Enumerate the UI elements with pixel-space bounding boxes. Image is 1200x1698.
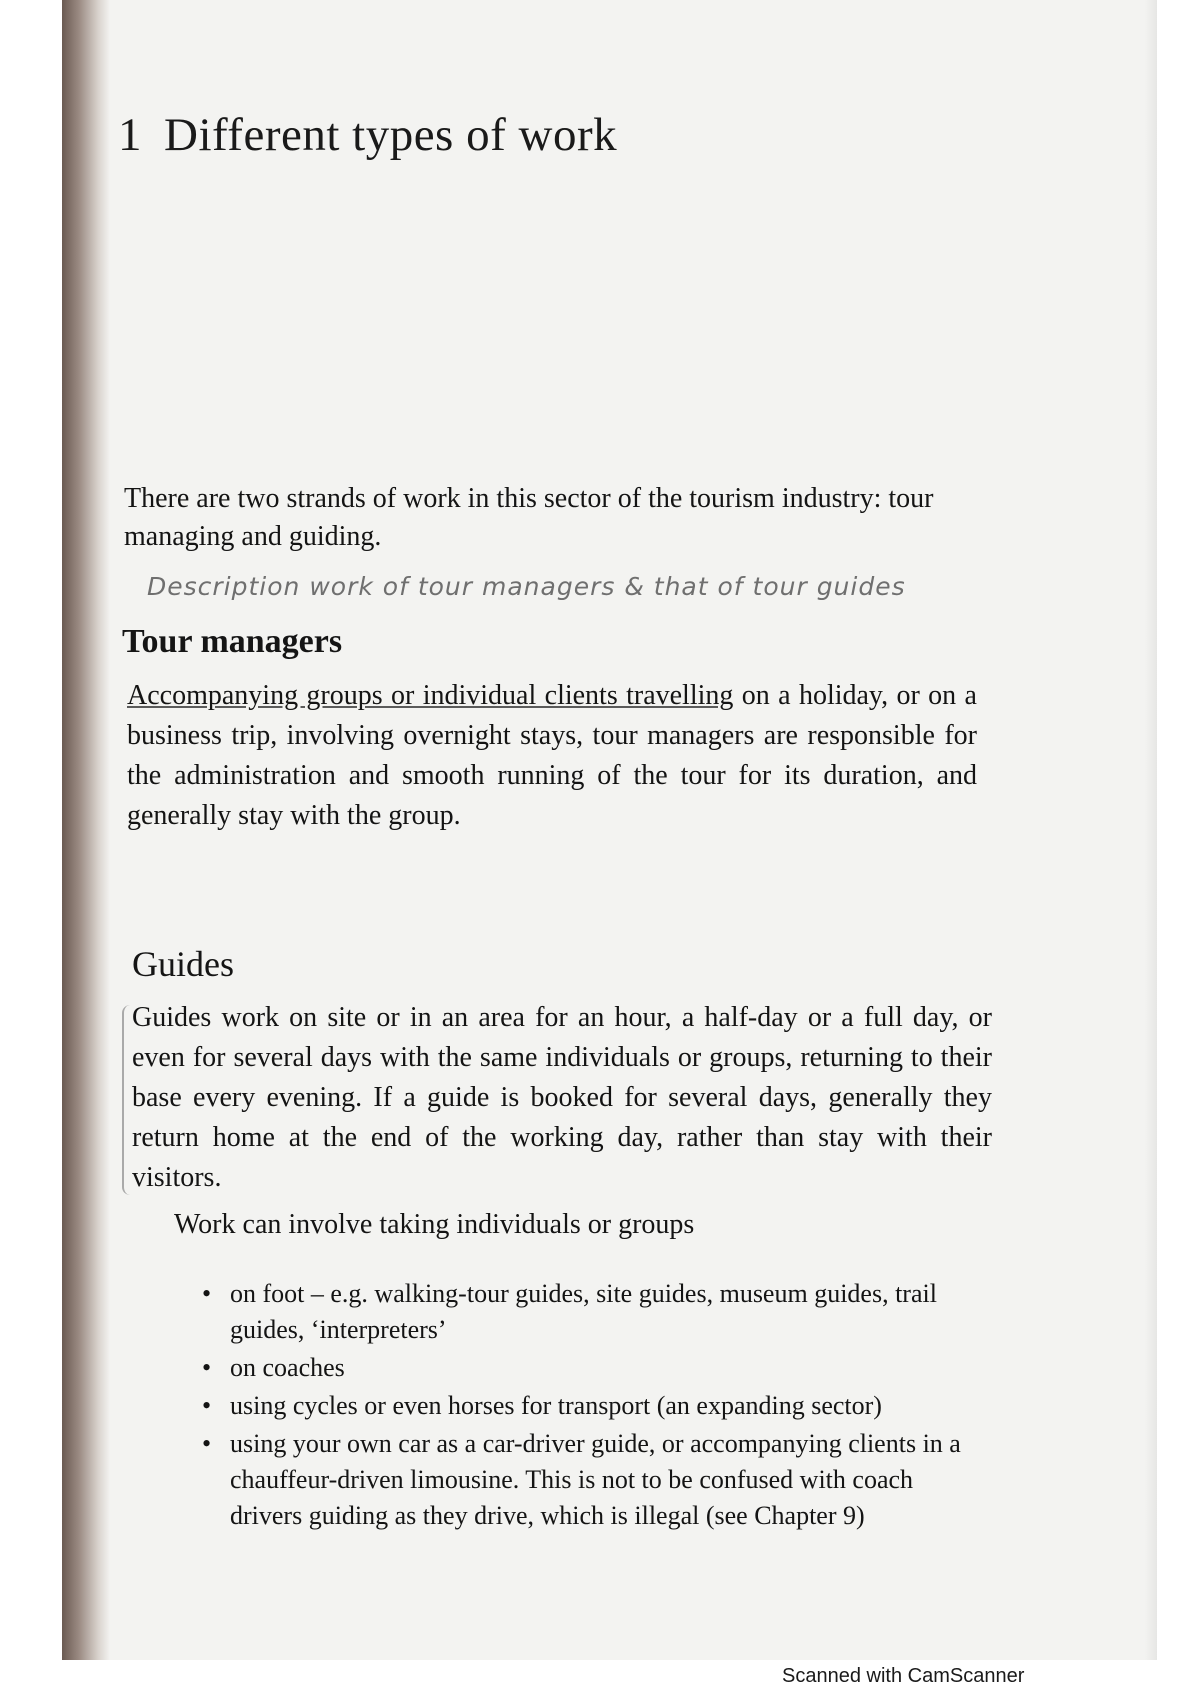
intro-paragraph: There are two strands of work in this sector of the tourism industry: tour managing and guiding. [124, 483, 934, 552]
list-item [202, 1388, 962, 1424]
chapter-number: 1 [118, 109, 142, 161]
list-item [202, 1276, 962, 1348]
work-intro-line: Work can involve taking individuals or groups [174, 1209, 695, 1240]
tour-managers-underlined-text: Accompanying groups or individual clients travelling [127, 680, 734, 711]
book-spine-shadow [62, 0, 110, 1660]
list-item-text: on foot – e.g. walking-tour guides, site guides, museum guides, trail guides, ‘interpreters’ [230, 1279, 937, 1344]
page-edge [1145, 0, 1157, 1660]
chapter-title-text: Different types of work [164, 109, 618, 161]
handwritten-bracket [122, 1005, 132, 1195]
bullet-icon: • [202, 1353, 212, 1382]
heading-tour-managers: Tour managers [122, 623, 343, 660]
bullet-icon: • [202, 1429, 212, 1458]
chapter-title [118, 108, 617, 162]
list-item [202, 1426, 962, 1534]
bullet-icon: • [202, 1391, 212, 1420]
list-item-text: using your own car as a car-driver guide, or accompanying clients in a chauffeur-driven limousine. This is not to be confused with coach drivers guiding as they drive, which is illegal (see Chapter 9) [230, 1429, 961, 1530]
heading-guides: Guides [132, 944, 234, 984]
list-item [202, 1350, 962, 1386]
tour-managers-text: on a holiday, or on a business trip, involving overnight stays, tour managers are responsible for the administration and smooth running of the tour for its duration, and generally stay with the group. [127, 680, 977, 831]
list-item-text: on coaches [230, 1353, 345, 1382]
work-types-list [202, 1276, 962, 1536]
scanned-page [62, 0, 1157, 1660]
bullet-icon: • [202, 1279, 212, 1308]
handwritten-annotation: Description work of tour managers & that of tour guides [147, 572, 906, 601]
scanner-watermark: Scanned with CamScanner [782, 1665, 1025, 1687]
list-item-text: using cycles or even horses for transport (an expanding sector) [230, 1391, 882, 1420]
guides-paragraph: Guides work on site or in an area for an hour, a half-day or a full day, or even for several days with the same individuals or groups, returning to their base every evening. If a guide is booked for several days, generally they return home at the end of the working day, rather than stay with their visitors. [132, 1002, 992, 1193]
tour-managers-paragraph [127, 676, 977, 836]
